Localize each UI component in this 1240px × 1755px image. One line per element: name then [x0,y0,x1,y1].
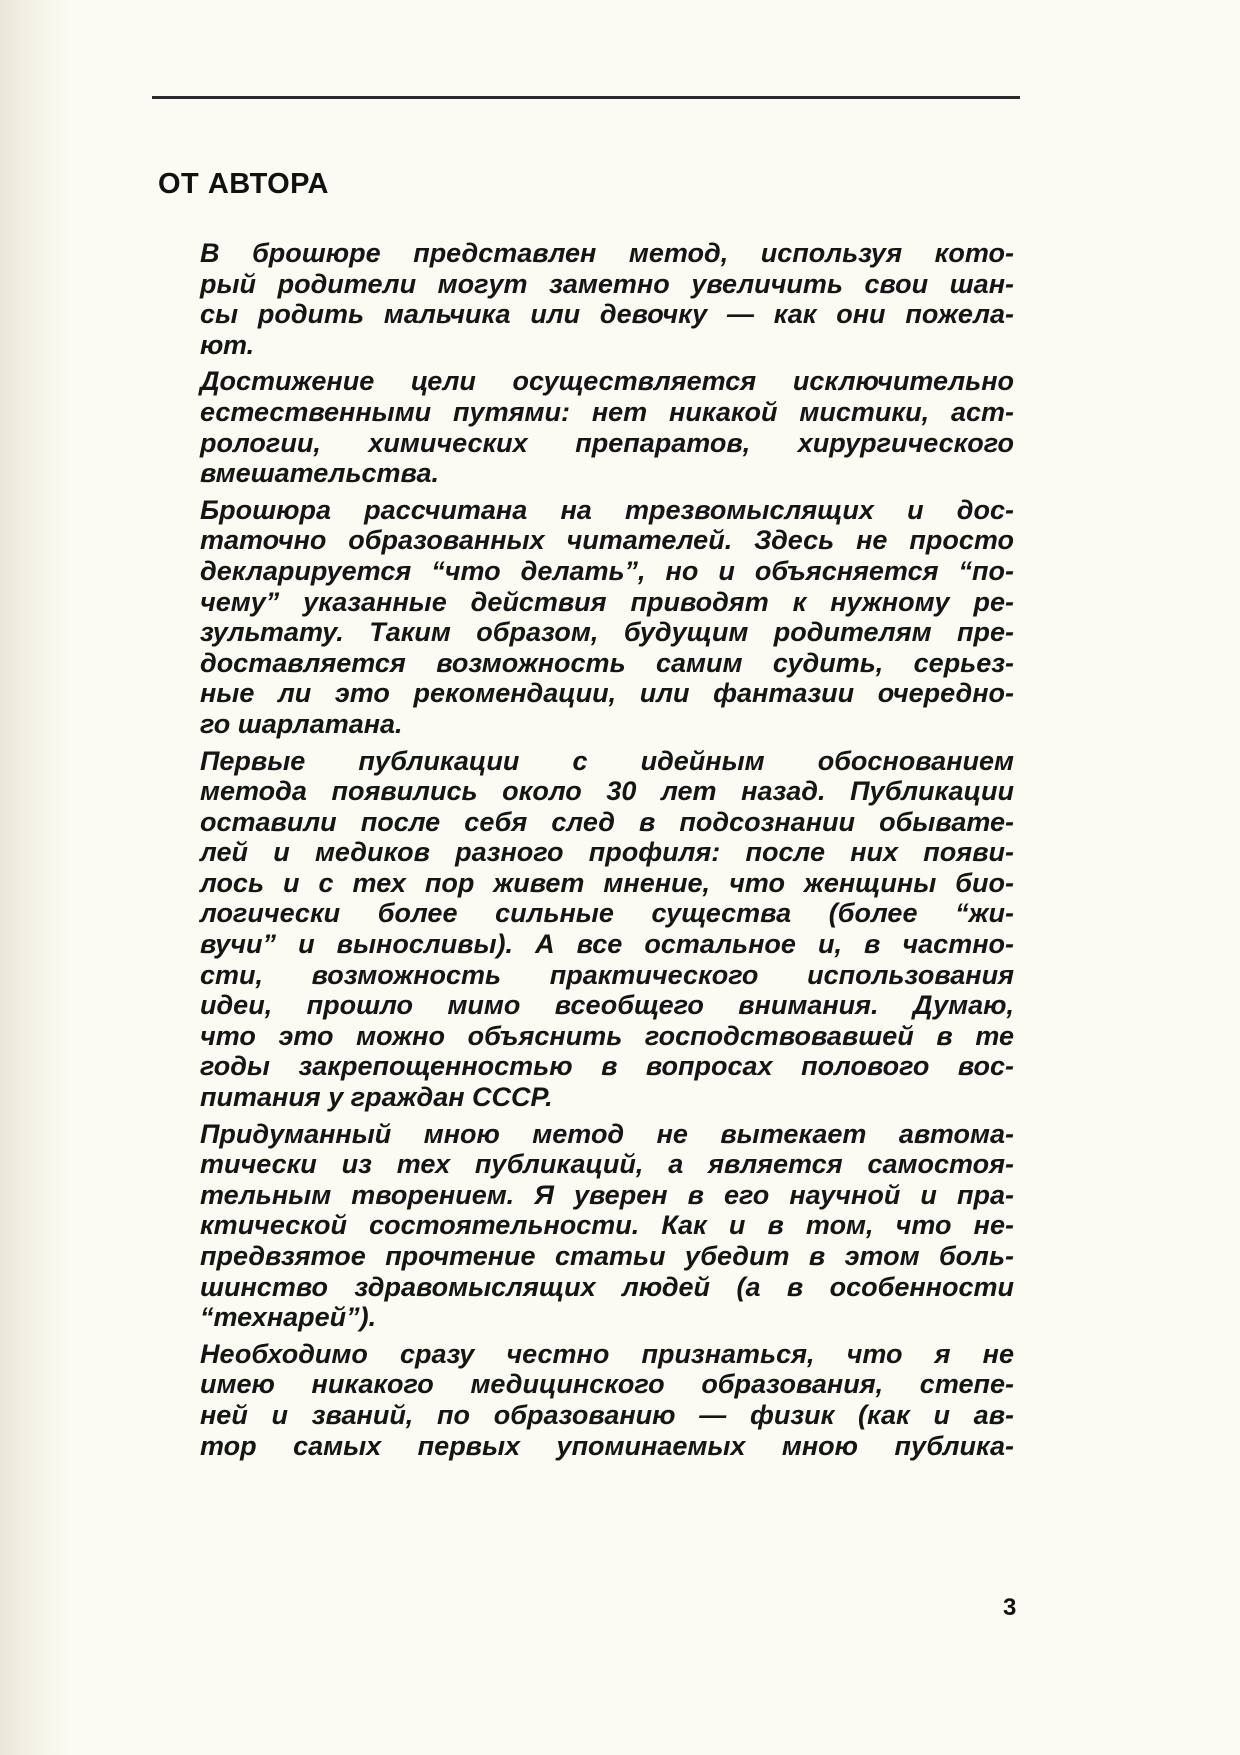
paragraph [176,238,1014,360]
text-line: Придуманный мною метод не вытекает автома- [200,1118,1014,1149]
text-line: декларируется “что делать”, но и объясняется “по- [200,555,1014,586]
text-line: сти, возможность практического использования [200,959,1014,990]
paragraph [176,495,1014,740]
text-line: рологии, химических препаратов, хирургического [200,427,1014,458]
text-line: тически из тех публикаций, а является самостоя- [200,1149,1014,1180]
text-line: шинство здравомыслящих людей (а в особенности [200,1271,1014,1302]
text-line: предвзятое прочтение статьи убедит в этом боль- [200,1241,1014,1271]
paragraph [176,1339,1014,1461]
text-line: логически более сильные существа (более “жи- [200,898,1014,929]
text-line: Достижение цели осуществляется исключительно [200,366,1014,397]
text-line: ные ли это рекомендации, или фантазии очередно- [200,678,1014,709]
header-rule [152,96,1020,99]
text-line: вучи” и выносливы). А все остальное и, в частно- [200,929,1014,960]
text-line: идеи, прошло мимо всеобщего внимания. Думаю, [200,990,1014,1021]
section-title: ОТ АВТОРА [158,168,329,200]
text-line: ней и званий, по образованию — физик (как и ав- [200,1399,1014,1430]
text-line: лей и медиков разного профиля: после них появи- [200,837,1014,868]
text-line: питания у граждан СССР. [200,1082,553,1113]
text-line: естественными путями: нет никакой мистики, аст- [200,396,1014,427]
text-line: оставили после себя след в подсознании обывате- [200,806,1014,837]
text-line: годы закрепощенностью в вопросах полового вос- [200,1051,1014,1082]
text-line: Необходимо сразу честно признаться, что я не [200,1338,1014,1369]
paragraph [176,746,1014,1113]
text-line: “технарей”). [200,1302,377,1333]
text-line: лось и с тех пор живет мнение, что женщины био- [200,867,1014,898]
text-line: тор самых первых упоминаемых мною публика- [200,1430,1014,1461]
body-text [176,238,1014,1467]
text-line: ктической состоятельности. Как и в том, что не- [200,1210,1014,1241]
text-line: В брошюре представлен метод, используя кото- [200,238,1014,268]
text-line: тельным творением. Я уверен в его научной и пра- [200,1179,1014,1210]
text-line: рый родители могут заметно увеличить свои шан- [200,268,1014,299]
text-line: метода появились около 30 лет назад. Публикации [200,776,1014,807]
text-line: ют. [200,329,255,360]
text-line: го шарлатана. [200,708,403,739]
page-number: 3 [1003,1594,1017,1621]
text-line: что это можно объяснить господствовавшей в те [200,1020,1014,1051]
text-line: вмешательства. [200,458,439,489]
paragraph [176,1119,1014,1333]
text-line: Брошюра рассчитана на трезвомыслящих и дос- [200,494,1014,525]
text-line: имею никакого медицинского образования, степе- [200,1369,1014,1400]
text-line: сы родить мальчика или девочку — как они пожела- [200,299,1014,330]
text-line: чему” указанные действия приводят к нужному ре- [200,586,1014,617]
text-line: таточно образованных читателей. Здесь не просто [200,525,1014,556]
text-line: зультату. Таким образом, будущим родителям пре- [200,617,1014,648]
paragraph [176,366,1014,488]
text-line: Первые публикации с идейным обоснованием [200,745,1014,776]
text-line: доставляется возможность самим судить, серьез- [200,647,1014,678]
